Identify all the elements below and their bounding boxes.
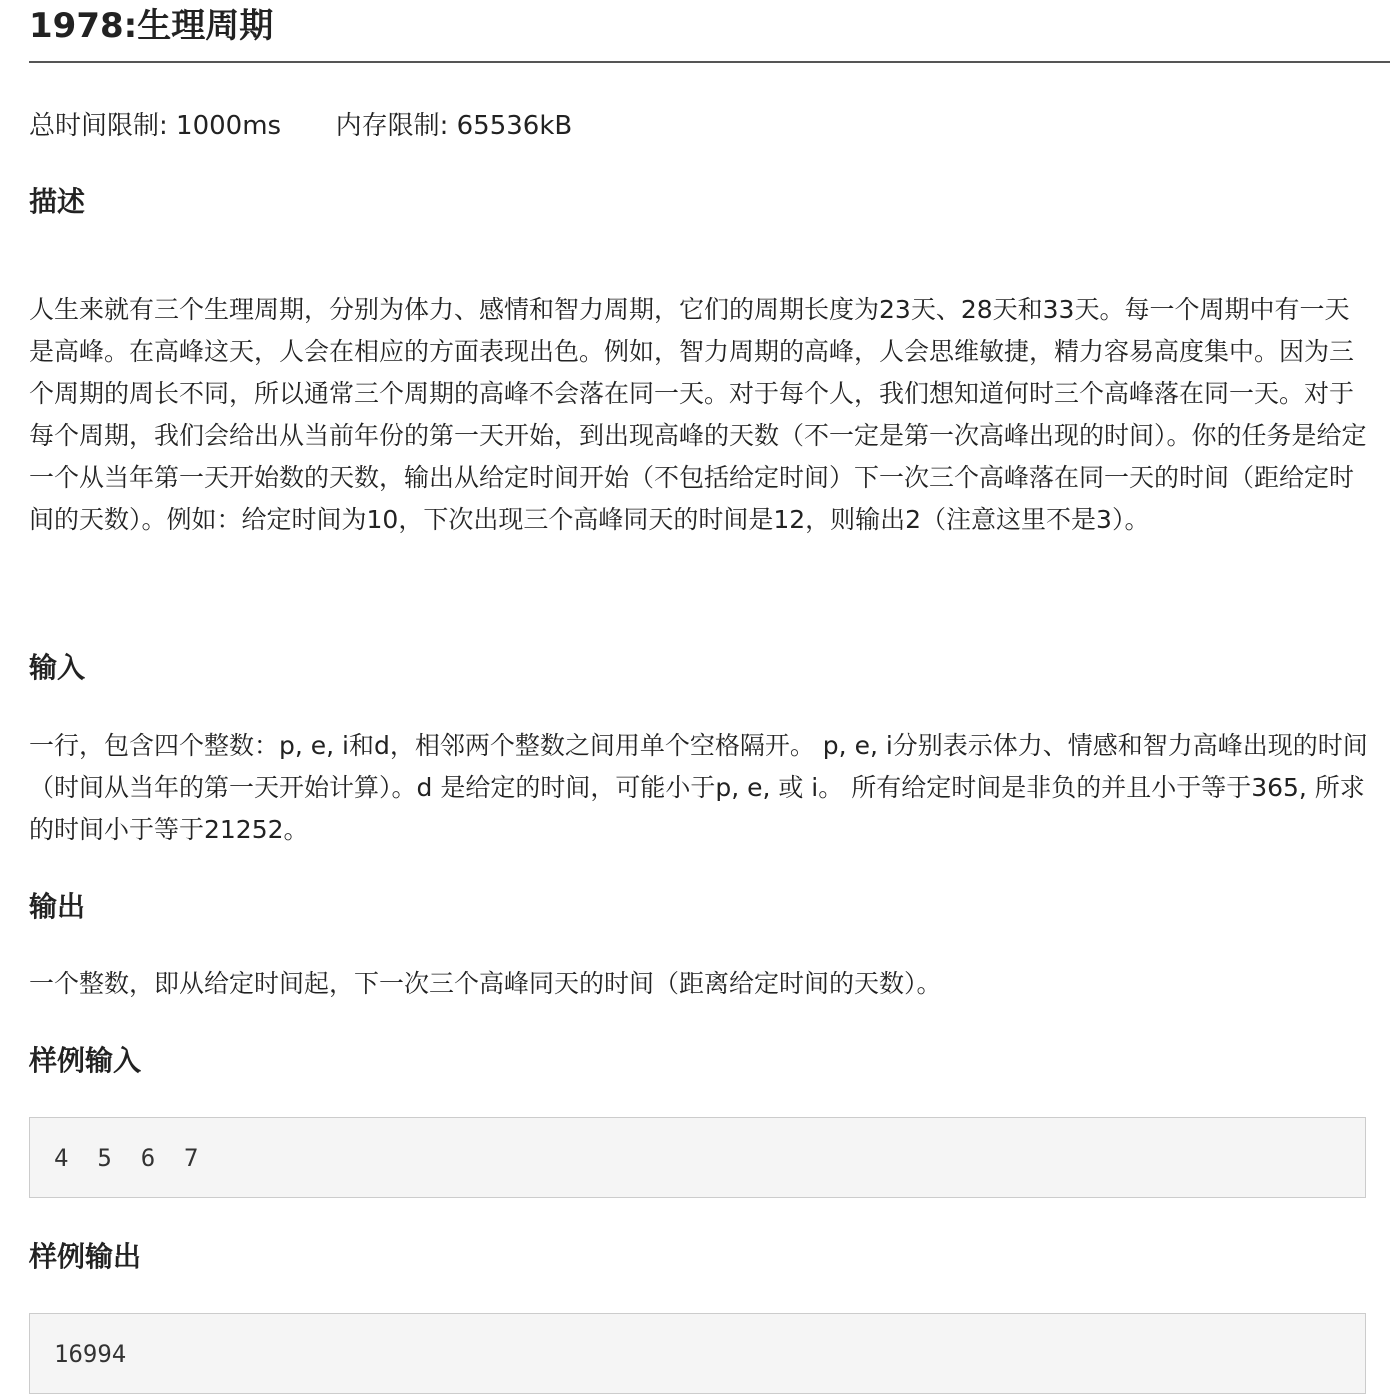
input-heading: 输入: [29, 651, 86, 684]
time-limit-value: 1000ms: [176, 111, 282, 141]
sample-input-content: 4 5 6 7: [54, 1144, 199, 1172]
limits-line: [29, 108, 572, 144]
description-text: 人生来就有三个生理周期，分别为体力、感情和智力周期，它们的周期长度为23天、28天和33天。每一个周期中有一天是高峰。在高峰这天，人会在相应的方面表现出色。例如，智力周期的高峰，人会思维敏捷，精力容易高度集中。因为三个周期的周长不同，所以通常三个周期的高峰不会落在同一天。对于每个人，我们想知道何时三个高峰落在同一天。对于每个周期，我们会给出从当前年份的第一天开始，到出现高峰的天数（不一定是第一次高峰出现的时间）。你的任务是给定一个从当年第一天开始数的天数，输出从给定时间开始（不包括给定时间）下一次三个高峰落在同一天的时间（距给定时间的天数）。例如：给定时间为10，下次出现三个高峰同天的时间是12，则输出2（注意这里不是3）。: [29, 295, 1367, 534]
problem-title: 1978:生理周期: [29, 6, 274, 46]
memory-limit-value: 65536kB: [456, 111, 573, 141]
input-text: 一行，包含四个整数：p, e, i和d，相邻两个整数之间用单个空格隔开。 p, e, i分别表示体力、情感和智力高峰出现的时间（时间从当年的第一天开始计算）。d 是给定的时间，可能小于p, e, 或 i。 所有给定时间是非负的并且小于等于365, 所求的时间小于等于21252。: [29, 731, 1368, 844]
sample-input-heading: 样例输入: [29, 1044, 142, 1077]
sample-input-box: [29, 1117, 1366, 1198]
sample-output-box: [29, 1313, 1366, 1394]
sample-output-heading: 样例输出: [29, 1240, 142, 1273]
time-limit-label: 总时间限制:: [29, 111, 168, 141]
memory-limit-label: 内存限制:: [335, 111, 449, 141]
output-heading: 输出: [29, 890, 86, 923]
output-text: 一个整数，即从给定时间起，下一次三个高峰同天的时间（距离给定时间的天数）。: [29, 969, 942, 998]
sample-output-content: 16994: [54, 1340, 127, 1368]
description-heading: 描述: [29, 185, 86, 218]
title-divider: [29, 61, 1390, 63]
